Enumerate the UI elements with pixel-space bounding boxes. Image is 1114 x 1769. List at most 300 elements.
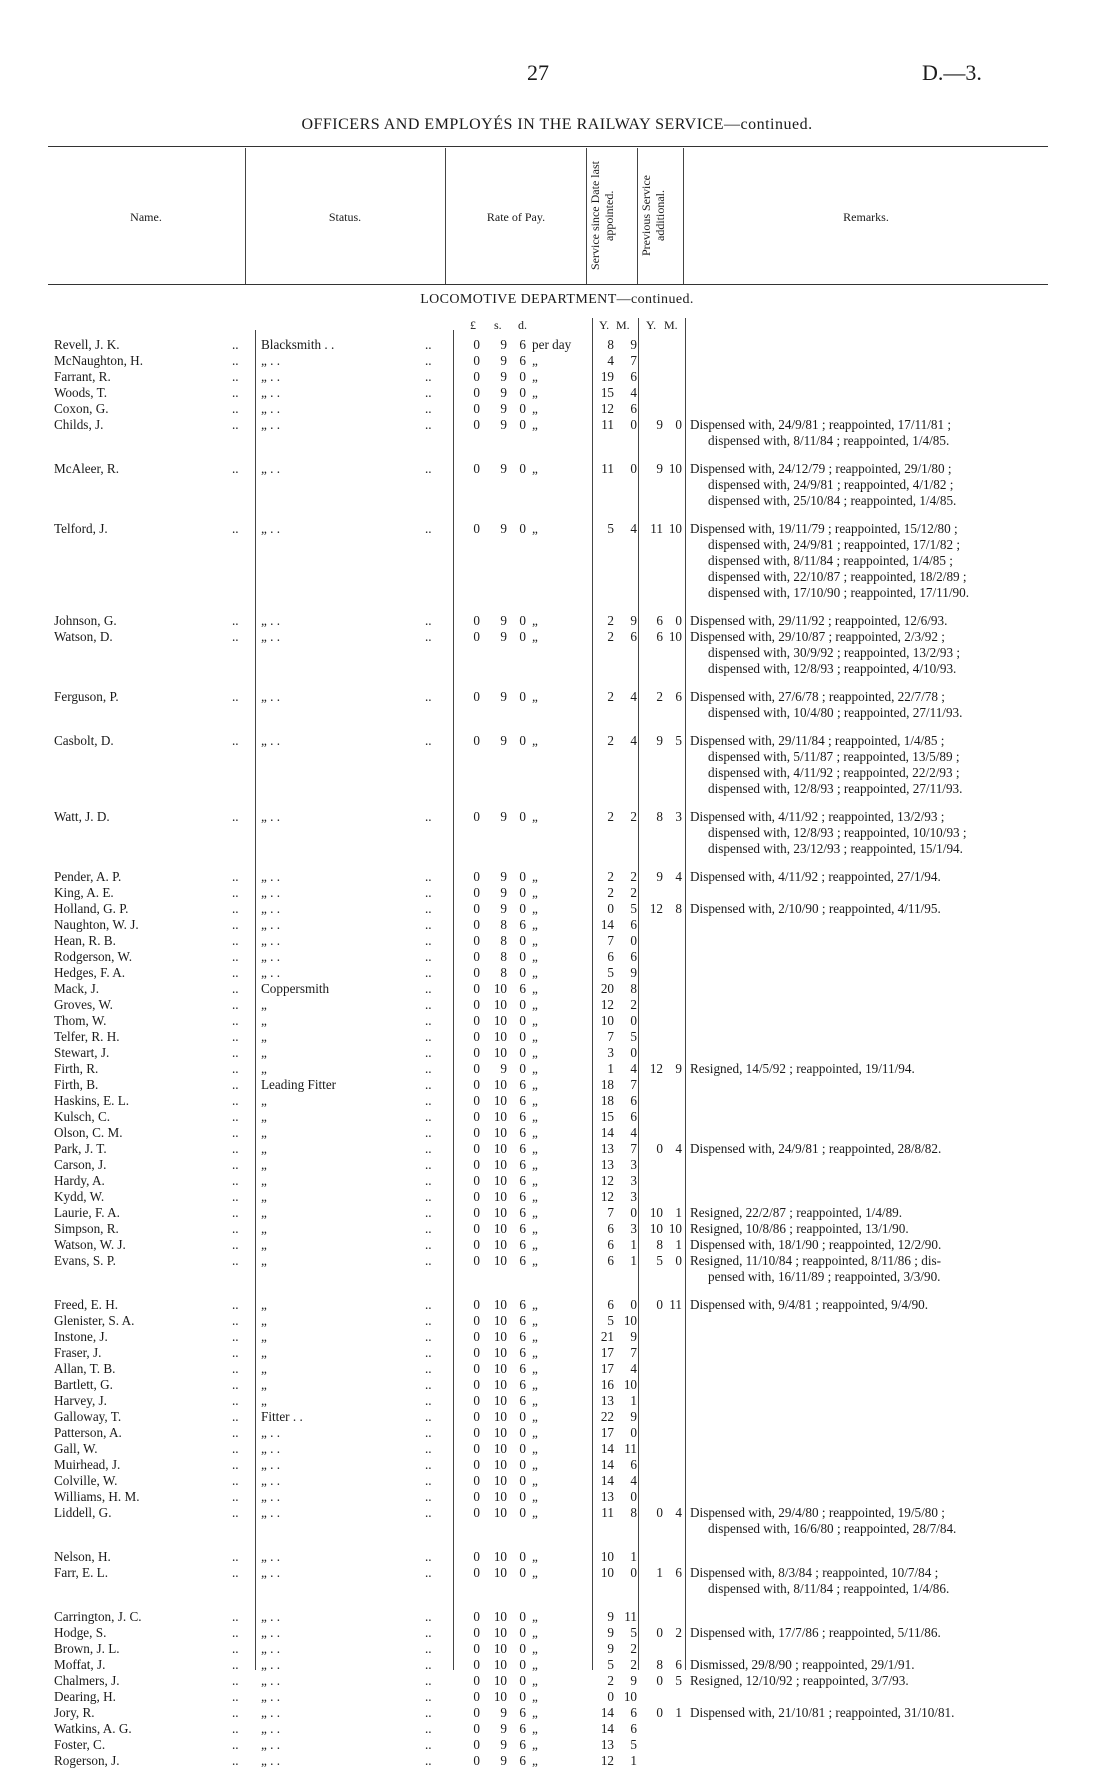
pay-shillings: 10 (493, 1189, 507, 1204)
employee-name: Childs, J. (54, 417, 104, 432)
leader-dots: .. (232, 1641, 239, 1656)
leader-dots: .. (232, 1141, 239, 1156)
remark-text: Dispensed with, 4/11/92 ; reappointed, 13/2/93 ; (690, 809, 945, 824)
leader-dots: .. (232, 1297, 239, 1312)
pay-shillings: 10 (493, 1565, 507, 1580)
employee-status: „ . . (261, 1425, 281, 1440)
pay-pence: 0 (519, 1409, 526, 1424)
remark-continuation: dispensed with, 12/8/93 ; reappointed, 4/10/93. (708, 661, 957, 676)
leader-dots: .. (425, 1189, 432, 1204)
previous-months: 11 (669, 1297, 682, 1312)
remark-text: Dispensed with, 2/10/90 ; reappointed, 4/11/95. (690, 901, 941, 916)
pay-period: „ (532, 1473, 538, 1488)
table-row (0, 1253, 1114, 1269)
leader-dots: .. (425, 1441, 432, 1456)
pay-pounds: 0 (473, 981, 480, 996)
pay-pounds: 0 (473, 1489, 480, 1504)
previous-years: 9 (656, 461, 663, 476)
leader-dots: .. (232, 1173, 239, 1188)
pay-shillings: 10 (493, 1013, 507, 1028)
service-months: 4 (630, 689, 637, 704)
employee-name: Muirhead, J. (54, 1457, 121, 1472)
pay-period: „ (532, 1045, 538, 1060)
employee-status: „ . . (261, 521, 281, 536)
employee-name: Fraser, J. (54, 1345, 102, 1360)
employee-name: Telfer, R. H. (54, 1029, 120, 1044)
pay-shillings: 9 (500, 1753, 507, 1768)
pay-period: „ (532, 1609, 538, 1624)
service-months: 1 (630, 1393, 637, 1408)
employee-name: Simpson, R. (54, 1221, 119, 1236)
pay-period: „ (532, 1345, 538, 1360)
pay-shillings: 9 (500, 901, 507, 916)
leader-dots: .. (425, 1393, 432, 1408)
leader-dots: .. (425, 689, 432, 704)
service-years: 15 (600, 385, 614, 400)
service-months: 7 (630, 1141, 637, 1156)
table-row (0, 1565, 1114, 1581)
service-months: 10 (623, 1313, 637, 1328)
service-years: 2 (607, 885, 614, 900)
remark-text: Resigned, 22/2/87 ; reappointed, 1/4/89. (690, 1205, 903, 1220)
pay-period: „ (532, 1549, 538, 1564)
previous-years: 0 (656, 1505, 663, 1520)
service-months: 0 (630, 1205, 637, 1220)
employee-status: Coppersmith (261, 981, 330, 996)
previous-months: 10 (668, 461, 682, 476)
previous-years: 9 (656, 869, 663, 884)
service-months: 2 (630, 869, 637, 884)
column-header-previous: Previous Service additional. (639, 175, 667, 257)
leader-dots: .. (232, 1441, 239, 1456)
table-row (0, 885, 1114, 901)
pay-pence: 0 (519, 385, 526, 400)
service-months: 9 (630, 965, 637, 980)
pay-pence: 6 (519, 337, 526, 352)
leader-dots: .. (425, 1093, 432, 1108)
pay-pounds: 0 (473, 1173, 480, 1188)
leader-dots: .. (425, 1237, 432, 1252)
pay-shillings: 10 (493, 1157, 507, 1172)
employee-status: Leading Fitter (261, 1077, 337, 1092)
leader-dots: .. (232, 1609, 239, 1624)
table-row (0, 1737, 1114, 1753)
leader-dots: .. (425, 1345, 432, 1360)
employee-name: Farrant, R. (54, 369, 111, 384)
service-years: 2 (607, 869, 614, 884)
pay-shillings: 10 (493, 1689, 507, 1704)
remark-continuation: dispensed with, 5/11/87 ; reappointed, 13/5/89 ; (708, 749, 960, 764)
leader-dots: .. (232, 1045, 239, 1060)
leader-dots: .. (232, 1093, 239, 1108)
pay-period: „ (532, 917, 538, 932)
leader-dots: .. (425, 401, 432, 416)
table-row (0, 1657, 1114, 1673)
leader-dots: .. (232, 1393, 239, 1408)
pay-period: „ (532, 1297, 538, 1312)
service-months: 1 (630, 1549, 637, 1564)
employee-name: Bartlett, G. (54, 1377, 113, 1392)
pay-period: „ (532, 1673, 538, 1688)
pay-pence: 0 (519, 885, 526, 900)
pay-pounds: 0 (473, 1141, 480, 1156)
leader-dots: .. (425, 1705, 432, 1720)
employee-name: Naughton, W. J. (54, 917, 139, 932)
table-row (0, 1109, 1114, 1125)
service-years: 10 (600, 1013, 614, 1028)
employee-name: Coxon, G. (54, 401, 109, 416)
pay-pence: 6 (519, 1093, 526, 1108)
leader-dots: .. (425, 353, 432, 368)
employee-name: Kydd, W. (54, 1189, 105, 1204)
employee-name: Hedges, F. A. (54, 965, 126, 980)
service-years: 3 (607, 1045, 614, 1060)
pay-period: „ (532, 1753, 538, 1768)
pay-shillings: 10 (493, 1377, 507, 1392)
remark-continuation: dispensed with, 25/10/84 ; reappointed, 1/4/85. (708, 493, 957, 508)
table-row (0, 353, 1114, 369)
service-years: 13 (600, 1141, 614, 1156)
employee-name: Galloway, T. (54, 1409, 122, 1424)
leader-dots: .. (425, 933, 432, 948)
remark-continuation: dispensed with, 22/10/87 ; reappointed, 18/2/89 ; (708, 569, 967, 584)
pay-pounds: 0 (473, 965, 480, 980)
previous-months: 0 (675, 417, 682, 432)
pay-pence: 0 (519, 1549, 526, 1564)
leader-dots: .. (425, 885, 432, 900)
pay-pence: 6 (519, 1345, 526, 1360)
remark-text: Resigned, 11/10/84 ; reappointed, 8/11/86 ; dis- (690, 1253, 942, 1268)
pay-pounds: 0 (473, 1377, 480, 1392)
pay-period: „ (532, 1489, 538, 1504)
employee-status: „ . . (261, 1657, 281, 1672)
pay-pence: 0 (519, 1609, 526, 1624)
pay-shillings: 10 (493, 1549, 507, 1564)
service-years: 12 (600, 1173, 614, 1188)
previous-months: 6 (675, 1565, 682, 1580)
pay-pence: 0 (519, 1473, 526, 1488)
leader-dots: .. (232, 869, 239, 884)
pay-period: „ (532, 1313, 538, 1328)
service-months: 0 (630, 1425, 637, 1440)
pay-shillings: 10 (493, 1221, 507, 1236)
remark-continuation: dispensed with, 4/11/92 ; reappointed, 22/2/93 ; (708, 765, 960, 780)
leader-dots: .. (232, 1721, 239, 1736)
service-years: 10 (600, 1549, 614, 1564)
pay-pence: 6 (519, 1705, 526, 1720)
table-row (0, 1329, 1114, 1345)
pay-shillings: 9 (500, 1705, 507, 1720)
employee-name: Carson, J. (54, 1157, 107, 1172)
pay-pence: 6 (519, 1393, 526, 1408)
employee-name: Farr, E. L. (54, 1565, 109, 1580)
employee-name: Olson, C. M. (54, 1125, 123, 1140)
service-months: 1 (630, 1237, 637, 1252)
employee-status: „ . . (261, 809, 281, 824)
unit-years: Y. (599, 318, 610, 332)
table-row (0, 1173, 1114, 1189)
service-years: 2 (607, 1673, 614, 1688)
pay-pounds: 0 (473, 1409, 480, 1424)
pay-pounds: 0 (473, 1109, 480, 1124)
service-years: 6 (607, 949, 614, 964)
employee-status: „ . . (261, 965, 281, 980)
table-row (0, 1361, 1114, 1377)
remark-text: Dispensed with, 4/11/92 ; reappointed, 27/1/94. (690, 869, 941, 884)
pay-pounds: 0 (473, 353, 480, 368)
previous-years: 0 (656, 1705, 663, 1720)
pay-shillings: 10 (493, 1625, 507, 1640)
leader-dots: .. (232, 1705, 239, 1720)
remark-text: Dispensed with, 24/9/81 ; reappointed, 17/11/81 ; (690, 417, 952, 432)
employee-status: „ . . (261, 1609, 281, 1624)
table-row (0, 613, 1114, 629)
employee-name: Hodge, S. (54, 1625, 107, 1640)
pay-shillings: 9 (500, 1061, 507, 1076)
employee-name: Kulsch, C. (54, 1109, 111, 1124)
service-months: 1 (630, 1753, 637, 1768)
pay-pence: 6 (519, 1141, 526, 1156)
leader-dots: .. (232, 1029, 239, 1044)
service-years: 19 (600, 369, 614, 384)
table-row (0, 369, 1114, 385)
previous-years: 0 (656, 1673, 663, 1688)
employee-status: „ . . (261, 353, 281, 368)
pay-shillings: 10 (493, 1457, 507, 1472)
employee-status: „ (261, 1125, 267, 1140)
leader-dots: .. (425, 1361, 432, 1376)
employee-name: Groves, W. (54, 997, 113, 1012)
pay-pounds: 0 (473, 1721, 480, 1736)
service-months: 6 (630, 1721, 637, 1736)
pay-pounds: 0 (473, 1625, 480, 1640)
previous-months: 1 (675, 1237, 682, 1252)
pay-shillings: 10 (493, 1093, 507, 1108)
table-row (0, 949, 1114, 965)
pay-pence: 6 (519, 917, 526, 932)
employee-status: „ (261, 1029, 267, 1044)
pay-pounds: 0 (473, 1737, 480, 1752)
pay-shillings: 10 (493, 1489, 507, 1504)
employee-name: Hean, R. B. (54, 933, 116, 948)
pay-pence: 0 (519, 733, 526, 748)
pay-pence: 0 (519, 1441, 526, 1456)
service-years: 21 (600, 1329, 614, 1344)
remark-continuation: dispensed with, 10/4/80 ; reappointed, 27/11/93. (708, 705, 963, 720)
pay-period: „ (532, 1565, 538, 1580)
leader-dots: .. (232, 1753, 239, 1768)
employee-status: „ (261, 1141, 267, 1156)
leader-dots: .. (425, 613, 432, 628)
leader-dots: .. (425, 965, 432, 980)
pay-pence: 6 (519, 1189, 526, 1204)
table-row (0, 809, 1114, 825)
leader-dots: .. (425, 1457, 432, 1472)
service-months: 7 (630, 1345, 637, 1360)
table-row (0, 1377, 1114, 1393)
previous-months: 6 (675, 689, 682, 704)
pay-shillings: 9 (500, 401, 507, 416)
leader-dots: .. (425, 629, 432, 644)
service-months: 2 (630, 1657, 637, 1672)
remark-continuation: dispensed with, 8/11/84 ; reappointed, 1/4/86. (708, 1581, 950, 1596)
pay-pence: 0 (519, 949, 526, 964)
table-row (0, 629, 1114, 645)
pay-pounds: 0 (473, 1237, 480, 1252)
table-row (0, 1409, 1114, 1425)
table-row (0, 869, 1114, 885)
service-months: 9 (630, 337, 637, 352)
employee-name: Laurie, F. A. (54, 1205, 120, 1220)
pay-period: „ (532, 1253, 538, 1268)
employee-name: Jory, R. (54, 1705, 95, 1720)
leader-dots: .. (425, 1141, 432, 1156)
leader-dots: .. (232, 1689, 239, 1704)
pay-pounds: 0 (473, 1297, 480, 1312)
employee-name: Revell, J. K. (54, 337, 120, 352)
leader-dots: .. (232, 337, 239, 352)
employee-status: „ (261, 1313, 267, 1328)
table-row (0, 1425, 1114, 1441)
service-years: 14 (600, 1441, 614, 1456)
table-row (0, 1077, 1114, 1093)
employee-status: „ . . (261, 461, 281, 476)
service-months: 4 (630, 1061, 637, 1076)
employee-name: Thom, W. (54, 1013, 107, 1028)
leader-dots: .. (232, 1253, 239, 1268)
service-years: 16 (600, 1377, 614, 1392)
pay-shillings: 9 (500, 885, 507, 900)
leader-dots: .. (425, 733, 432, 748)
employee-name: Rodgerson, W. (54, 949, 133, 964)
pay-period: „ (532, 1457, 538, 1472)
pay-shillings: 9 (500, 337, 507, 352)
leader-dots: .. (425, 1029, 432, 1044)
previous-months: 0 (675, 613, 682, 628)
leader-dots: .. (425, 1641, 432, 1656)
pay-pence: 6 (519, 1329, 526, 1344)
table-row (0, 1189, 1114, 1205)
service-months: 9 (630, 1329, 637, 1344)
previous-years: 2 (656, 689, 663, 704)
leader-dots: .. (425, 385, 432, 400)
pay-period: „ (532, 1425, 538, 1440)
pay-pence: 0 (519, 1625, 526, 1640)
unit-months: M. (616, 318, 630, 332)
table-row (0, 901, 1114, 917)
pay-pounds: 0 (473, 1345, 480, 1360)
header-divider (586, 148, 587, 284)
pay-pounds: 0 (473, 417, 480, 432)
employee-status: „ (261, 1329, 267, 1344)
employee-name: King, A. E. (54, 885, 114, 900)
pay-pounds: 0 (473, 997, 480, 1012)
pay-pounds: 0 (473, 1473, 480, 1488)
pay-period: „ (532, 401, 538, 416)
pay-pence: 0 (519, 997, 526, 1012)
leader-dots: .. (425, 1505, 432, 1520)
employee-name: Instone, J. (54, 1329, 108, 1344)
pay-pence: 6 (519, 1109, 526, 1124)
previous-months: 4 (675, 1505, 682, 1520)
leader-dots: .. (425, 1313, 432, 1328)
service-months: 7 (630, 353, 637, 368)
column-header-name: Name. (130, 210, 162, 224)
table-row (0, 1221, 1114, 1237)
pay-pounds: 0 (473, 1641, 480, 1656)
table-row (0, 1705, 1114, 1721)
leader-dots: .. (232, 1625, 239, 1640)
service-months: 6 (630, 369, 637, 384)
employee-status: „ (261, 1297, 267, 1312)
pay-shillings: 10 (493, 1657, 507, 1672)
table-row (0, 461, 1114, 477)
header-top-rule (48, 146, 1048, 147)
employee-name: Watson, D. (54, 629, 113, 644)
pay-period: „ (532, 1641, 538, 1656)
pay-period: „ (532, 1029, 538, 1044)
pay-period: „ (532, 1173, 538, 1188)
pay-shillings: 9 (500, 869, 507, 884)
pay-period: „ (532, 613, 538, 628)
leader-dots: .. (232, 1329, 239, 1344)
service-years: 2 (607, 629, 614, 644)
leader-dots: .. (232, 369, 239, 384)
service-years: 12 (600, 1189, 614, 1204)
employee-name: Firth, R. (54, 1061, 99, 1076)
pay-pence: 0 (519, 1657, 526, 1672)
remark-text: Dispensed with, 29/10/87 ; reappointed, 2/3/92 ; (690, 629, 945, 644)
employee-status: „ (261, 1157, 267, 1172)
leader-dots: .. (425, 981, 432, 996)
leader-dots: .. (425, 1109, 432, 1124)
employee-name: Liddell, G. (54, 1505, 112, 1520)
service-years: 14 (600, 917, 614, 932)
service-years: 9 (607, 1609, 614, 1624)
pay-shillings: 9 (500, 1737, 507, 1752)
pay-period: „ (532, 1377, 538, 1392)
pay-period: „ (532, 1109, 538, 1124)
leader-dots: .. (232, 1657, 239, 1672)
pay-shillings: 9 (500, 385, 507, 400)
page-title: OFFICERS AND EMPLOYÉS IN THE RAILWAY SERVICE—continued. (301, 116, 813, 133)
pay-shillings: 10 (493, 1641, 507, 1656)
leader-dots: .. (232, 1549, 239, 1564)
service-years: 4 (607, 353, 614, 368)
pay-pence: 0 (519, 369, 526, 384)
previous-years: 10 (649, 1221, 663, 1236)
pay-period: „ (532, 869, 538, 884)
employee-name: Watson, W. J. (54, 1237, 126, 1252)
remark-text: Dispensed with, 9/4/81 ; reappointed, 9/4/90. (690, 1297, 929, 1312)
employee-status: „ . . (261, 901, 281, 916)
remark-text: Dispensed with, 8/3/84 ; reappointed, 10/7/84 ; (690, 1565, 939, 1580)
previous-months: 6 (675, 1657, 682, 1672)
service-months: 3 (630, 1221, 637, 1236)
employee-status: „ . . (261, 1721, 281, 1736)
pay-pence: 0 (519, 1641, 526, 1656)
employee-status: „ (261, 1013, 267, 1028)
page-number: 27 (527, 60, 549, 85)
service-months: 8 (630, 981, 637, 996)
service-months: 1 (630, 1253, 637, 1268)
pay-period: per day (532, 337, 572, 352)
employee-name: Park, J. T. (54, 1141, 107, 1156)
leader-dots: .. (232, 933, 239, 948)
pay-shillings: 10 (493, 1253, 507, 1268)
pay-period: „ (532, 1409, 538, 1424)
pay-period: „ (532, 521, 538, 536)
